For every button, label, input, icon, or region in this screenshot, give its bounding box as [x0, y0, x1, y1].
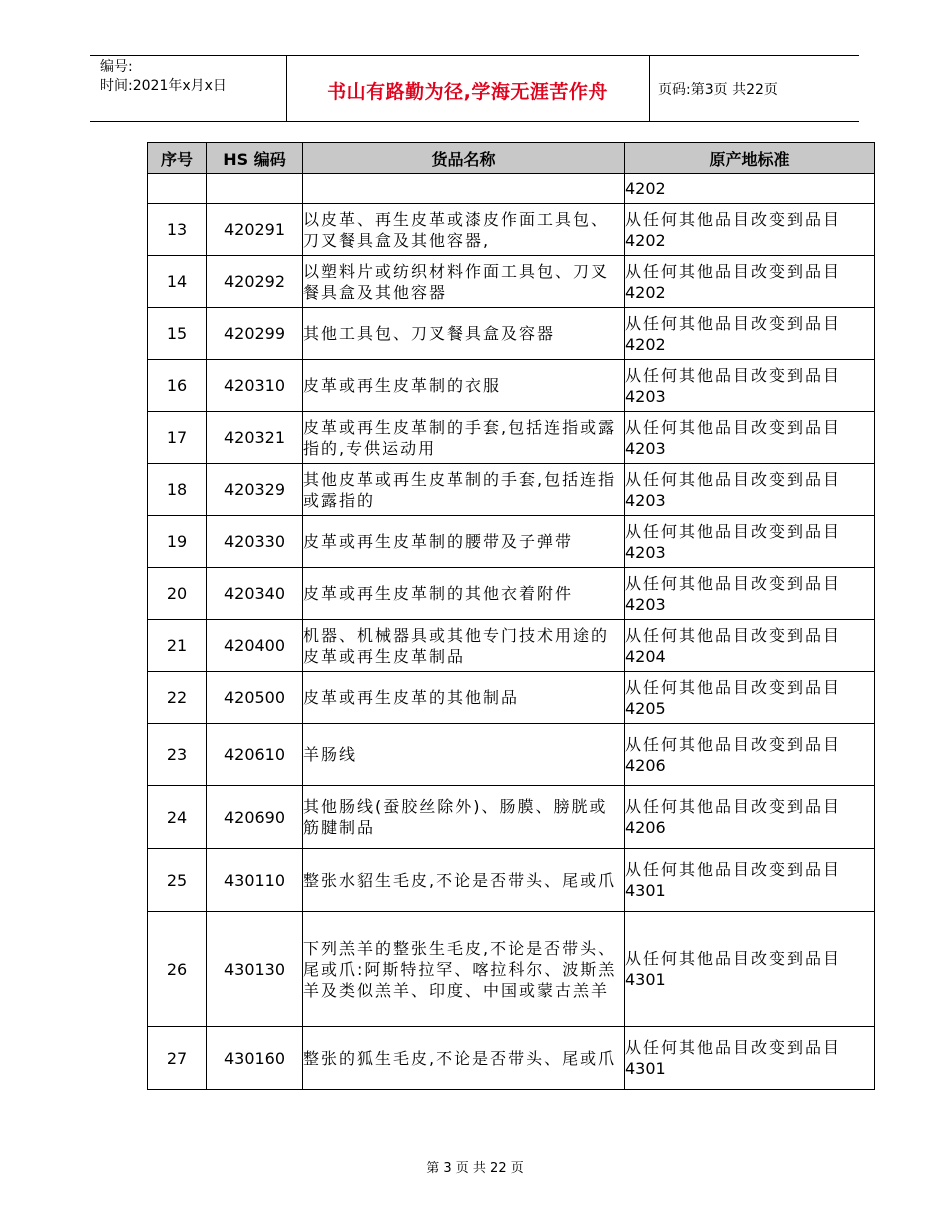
origin-standard-heading-code: 4202: [625, 230, 666, 250]
cell-origin-standard: [625, 786, 875, 849]
cell-goods-name: 下列羔羊的整张生毛皮,不论是否带头、尾或爪:阿斯特拉罕、喀拉科尔、波斯羔羊及类似羔羊、印度、中国或蒙古羔羊: [303, 912, 625, 1027]
header-motto: 书山有路勤为径,学海无涯苦作舟: [327, 81, 608, 103]
cell-origin-standard: [625, 204, 875, 256]
cell-hs-code: 420292: [207, 256, 303, 308]
cell-goods-name: 其他肠线(蚕胶丝除外)、肠膜、膀胱或筋腱制品: [303, 786, 625, 849]
cell-serial-no: 23: [148, 724, 207, 786]
cell-goods-name: 以皮革、再生皮革或漆皮作面工具包、刀叉餐具盒及其他容器,: [303, 204, 625, 256]
cell-origin-standard: [625, 174, 875, 204]
cell-serial-no: 17: [148, 412, 207, 464]
cell-origin-standard: [625, 672, 875, 724]
cell-serial-no: 24: [148, 786, 207, 849]
table-row: [148, 360, 875, 412]
origin-standard-heading-code: 4301: [625, 970, 666, 989]
origin-standard-heading-code: 4203: [625, 386, 666, 406]
table-row: [148, 912, 875, 1027]
origin-standard-heading-code: 4203: [625, 490, 666, 510]
cell-hs-code: 420321: [207, 412, 303, 464]
origin-standard-text: 从任何其他品目改变到品目: [625, 797, 842, 816]
origin-standard-text: 从任何其他品目改变到品目: [625, 734, 842, 754]
cell-serial-no: [148, 174, 207, 204]
cell-hs-code: 420291: [207, 204, 303, 256]
col-header-name: 货品名称: [303, 143, 625, 174]
cell-serial-no: 19: [148, 516, 207, 568]
origin-standard-heading-code: 4203: [625, 594, 666, 614]
origin-standard-text: 从任何其他品目改变到品目: [625, 417, 842, 437]
col-header-std: 原产地标准: [625, 143, 875, 174]
origin-standard-text: 从任何其他品目改变到品目: [625, 625, 842, 645]
cell-origin-standard: [625, 912, 875, 1027]
origin-standard-text: 从任何其他品目改变到品目: [625, 860, 842, 879]
cell-goods-name: 以塑料片或纺织材料作面工具包、刀叉餐具盒及其他容器: [303, 256, 625, 308]
cell-hs-code: 420690: [207, 786, 303, 849]
cell-hs-code: 420340: [207, 568, 303, 620]
cell-hs-code: 420310: [207, 360, 303, 412]
table-row: [148, 1027, 875, 1090]
origin-standard-text: 从任何其他品目改变到品目: [625, 949, 842, 968]
origin-standard-heading-code: 4204: [625, 646, 666, 666]
cell-goods-name: 机器、机械器具或其他专门技术用途的皮革或再生皮革制品: [303, 620, 625, 672]
cell-origin-standard: [625, 412, 875, 464]
origin-standard-heading-code: 4202: [625, 179, 666, 198]
header-bottom-rule: [90, 121, 859, 122]
cell-goods-name: 其他工具包、刀叉餐具盒及容器: [303, 308, 625, 360]
origin-standard-text: 从任何其他品目改变到品目: [625, 677, 842, 697]
table-row: [148, 516, 875, 568]
cell-goods-name: 整张水貂生毛皮,不论是否带头、尾或爪: [303, 849, 625, 912]
col-header-no: 序号: [148, 143, 207, 174]
cell-serial-no: 25: [148, 849, 207, 912]
serial-label: 编号:: [100, 59, 133, 75]
cell-origin-standard: [625, 360, 875, 412]
cell-hs-code: 420299: [207, 308, 303, 360]
cell-origin-standard: [625, 568, 875, 620]
header-page-label: 页码:第3页 共22页: [658, 82, 778, 98]
cell-goods-name: [303, 174, 625, 204]
cell-origin-standard: [625, 256, 875, 308]
origin-standard-text: 从任何其他品目改变到品目: [625, 521, 842, 541]
origin-standard-heading-code: 4301: [625, 1059, 666, 1078]
cell-goods-name: 羊肠线: [303, 724, 625, 786]
cell-hs-code: 420500: [207, 672, 303, 724]
cell-origin-standard: [625, 724, 875, 786]
page-footer: 第 3 页 共 22 页: [426, 1161, 524, 1176]
cell-serial-no: 22: [148, 672, 207, 724]
cell-origin-standard: [625, 1027, 875, 1090]
time-label: 时间:2021年x月x日: [100, 78, 227, 94]
cell-origin-standard: [625, 620, 875, 672]
cell-goods-name: 皮革或再生皮革的其他制品: [303, 672, 625, 724]
origin-standard-text: 从任何其他品目改变到品目: [625, 573, 842, 593]
origin-standard-heading-code: 4206: [625, 818, 666, 837]
cell-serial-no: 16: [148, 360, 207, 412]
cell-hs-code: 420329: [207, 464, 303, 516]
origin-standard-text: 从任何其他品目改变到品目: [625, 469, 842, 489]
origin-standard-table: [147, 142, 875, 1090]
col-header-hs: HS 编码: [207, 143, 303, 174]
table-row: [148, 464, 875, 516]
table-row: [148, 786, 875, 849]
cell-goods-name: 其他皮革或再生皮革制的手套,包括连指或露指的: [303, 464, 625, 516]
table-row: [148, 174, 875, 204]
cell-hs-code: 430160: [207, 1027, 303, 1090]
table-header-row: [148, 143, 875, 174]
cell-hs-code: 430130: [207, 912, 303, 1027]
cell-goods-name: 皮革或再生皮革制的腰带及子弹带: [303, 516, 625, 568]
cell-serial-no: 18: [148, 464, 207, 516]
cell-serial-no: 20: [148, 568, 207, 620]
origin-standard-heading-code: 4206: [625, 755, 666, 775]
table-row: [148, 620, 875, 672]
cell-serial-no: 15: [148, 308, 207, 360]
header-divider-right: [649, 55, 650, 121]
table-row: [148, 568, 875, 620]
origin-standard-heading-code: 4202: [625, 282, 666, 302]
cell-origin-standard: [625, 464, 875, 516]
origin-standard-text: 从任何其他品目改变到品目: [625, 365, 842, 385]
cell-hs-code: 430110: [207, 849, 303, 912]
cell-serial-no: 13: [148, 204, 207, 256]
table-row: [148, 849, 875, 912]
cell-hs-code: 420400: [207, 620, 303, 672]
cell-serial-no: 21: [148, 620, 207, 672]
header-meta: [100, 58, 227, 96]
cell-hs-code: 420610: [207, 724, 303, 786]
cell-hs-code: [207, 174, 303, 204]
table-row: [148, 204, 875, 256]
cell-serial-no: 27: [148, 1027, 207, 1090]
origin-standard-text: 从任何其他品目改变到品目: [625, 1038, 842, 1057]
table-body: [148, 174, 875, 1090]
table-row: [148, 672, 875, 724]
cell-serial-no: 26: [148, 912, 207, 1027]
cell-origin-standard: [625, 849, 875, 912]
table-row: [148, 308, 875, 360]
cell-serial-no: 14: [148, 256, 207, 308]
cell-goods-name: 整张的狐生毛皮,不论是否带头、尾或爪: [303, 1027, 625, 1090]
table-row: [148, 256, 875, 308]
header-top-rule: [90, 55, 859, 56]
origin-standard-text: 从任何其他品目改变到品目: [625, 209, 842, 229]
origin-standard-heading-code: 4203: [625, 542, 666, 562]
origin-standard-heading-code: 4301: [625, 881, 666, 900]
cell-origin-standard: [625, 308, 875, 360]
origin-standard-text: 从任何其他品目改变到品目: [625, 261, 842, 281]
origin-standard-text: 从任何其他品目改变到品目: [625, 313, 842, 333]
table-row: [148, 412, 875, 464]
origin-standard-heading-code: 4203: [625, 438, 666, 458]
origin-standard-heading-code: 4202: [625, 334, 666, 354]
table-row: [148, 724, 875, 786]
origin-standard-heading-code: 4205: [625, 698, 666, 718]
cell-goods-name: 皮革或再生皮革制的其他衣着附件: [303, 568, 625, 620]
cell-goods-name: 皮革或再生皮革制的手套,包括连指或露指的,专供运动用: [303, 412, 625, 464]
cell-hs-code: 420330: [207, 516, 303, 568]
cell-goods-name: 皮革或再生皮革制的衣服: [303, 360, 625, 412]
cell-origin-standard: [625, 516, 875, 568]
